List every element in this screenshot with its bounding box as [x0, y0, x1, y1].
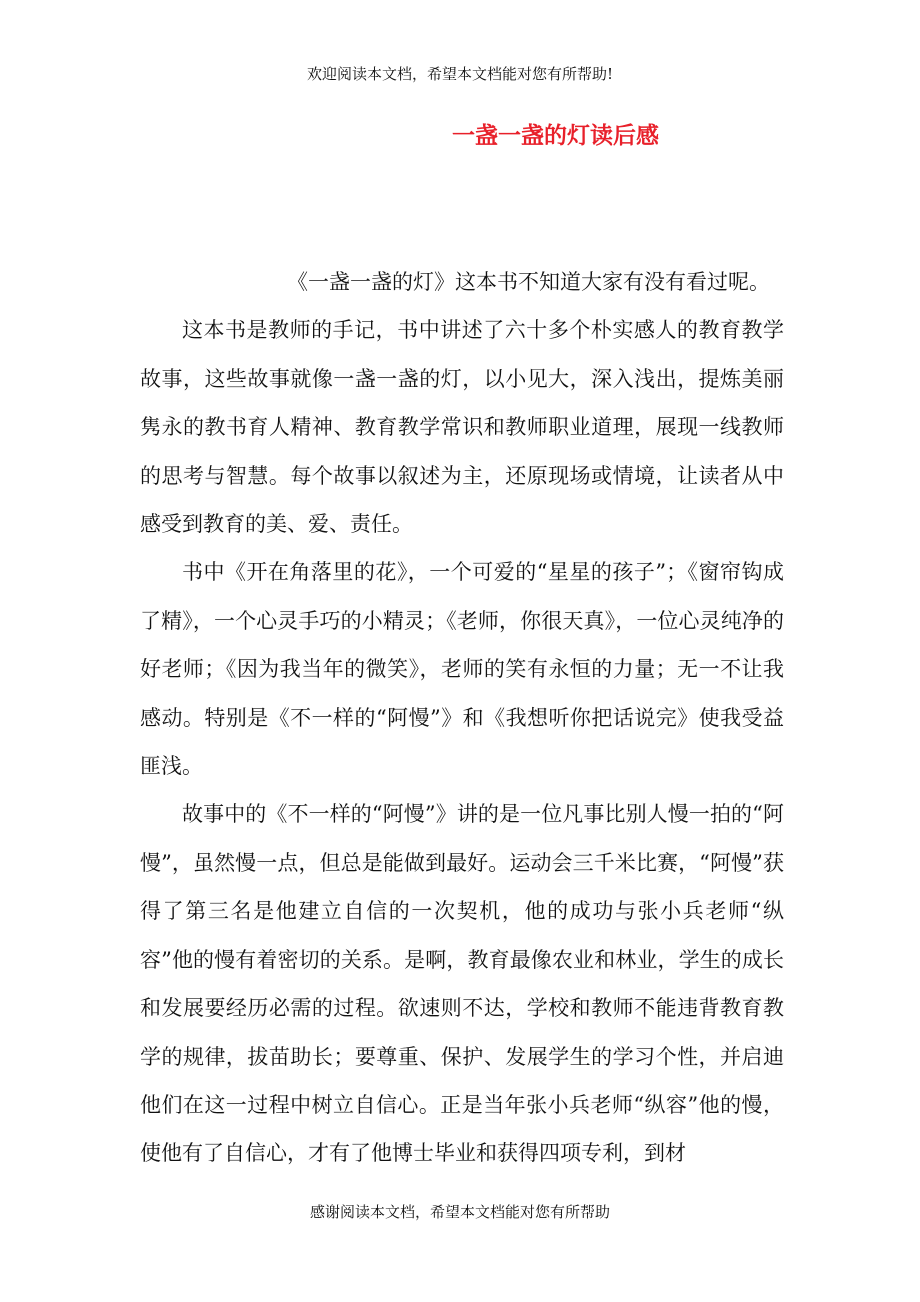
document-title: 一盏一盏的灯读后感 — [452, 123, 659, 149]
paragraph-intro: 《一盏一盏的灯》这本书不知道大家有没有看过呢。 — [287, 270, 770, 294]
paragraph-amman-story: 故事中的《不一样的“阿慢”》讲的是一位凡事比别人慢一拍的“阿慢”，虽然慢一点，但总是能做到最好。运动会三千米比赛，“阿慢”获得了第三名是他建立自信的一次契机，他的成功与张小兵老师“纵容”他的慢有着密切的关系。是啊，教育最像农业和林业，学生的成长和发展要经历必需的过程。欲速则不达，学校和教师不能违背教育教学的规律，拔苗助长；要尊重、保护、发展学生的学习个性，并启迪他们在这一过程中树立自信心。正是当年张小兵老师“纵容”他的慢，使他有了自信心，才有了他博士毕业和获得四项专利，到材 — [140, 802, 784, 1166]
paragraph-story-list: 书中《开在角落里的花》，一个可爱的“星星的孩子”；《窗帘钩成了精》，一个心灵手巧的小精灵；《老师，你很天真》，一位心灵纯净的好老师；《因为我当年的微笑》，老师的笑有永恒的力量；无一不让我感动。特别是《不一样的“阿慢”》和《我想听你把话说完》使我受益匪浅。 — [140, 560, 784, 779]
paragraph-book-summary: 这本书是教师的手记，书中讲述了六十多个朴实感人的教育教学故事，这些故事就像一盏一盏的灯，以小见大，深入浅出，提炼美丽隽永的教书育人精神、教育教学常识和教师职业道理，展现一线教师的思考与智慧。每个故事以叙述为主，还原现场或情境，让读者从中感受到教育的美、爱、责任。 — [140, 318, 784, 537]
page-footer: 感谢阅读本文档，希望本文档能对您有所帮助 — [309, 1203, 610, 1221]
page-header: 欢迎阅读本文档，希望本文档能对您有所帮助! — [306, 65, 614, 83]
document-body — [140, 258, 784, 1178]
